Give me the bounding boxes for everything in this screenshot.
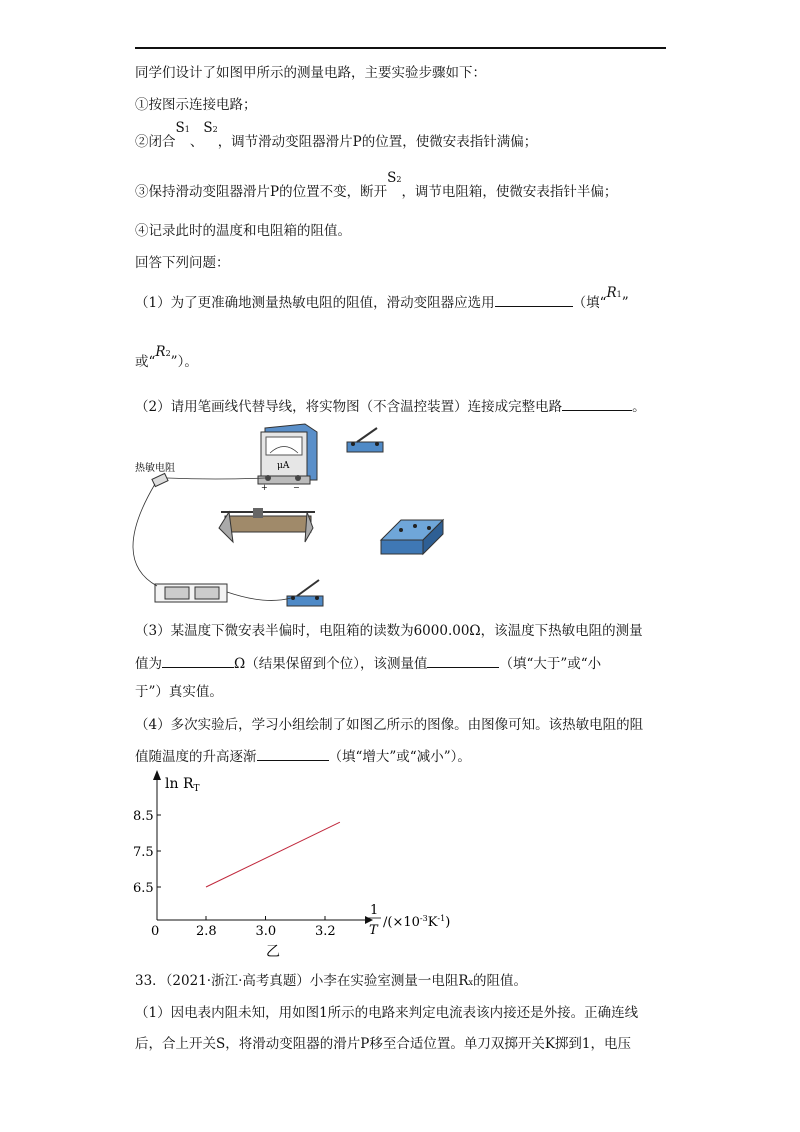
question-4-line-2: 值随温度的升高逐渐 （填“增大”或“减小”）。: [135, 746, 471, 766]
slide-rheostat: [219, 508, 315, 542]
step-2: ②闭合S1、S2，调节滑动变阻器滑片P的位置，使微安表指针满偏；: [135, 120, 538, 150]
answer-blank-2[interactable]: [562, 396, 632, 411]
question-33-p2: 后，合上开关S，将滑动变阻器的滑片P移至合适位置。单刀双掷开关K掷到1，电压: [135, 1036, 632, 1052]
x-tick-label: 3.2: [315, 924, 336, 939]
answer-blank-1[interactable]: [495, 292, 573, 307]
meter-minus: −: [293, 483, 300, 492]
y-tick-label: 7.5: [133, 845, 154, 860]
question-1-line-2: 或“R2”）。: [135, 344, 198, 370]
question-2: （2）请用笔画线代替导线，将实物图（不含温控装置）连接成完整电路 。: [135, 396, 646, 416]
battery: [155, 584, 227, 602]
step-1: ①按图示连接电路；: [135, 97, 257, 113]
answer-intro: 回答下列问题：: [135, 255, 230, 271]
question-3-line-1: （3）某温度下微安表半偏时，电阻箱的读数为6000.00Ω，该温度下热敏电阻的测量: [135, 623, 643, 639]
question-33-title: 33．（2021·浙江·高考真题）小李在实验室测量一电阻Rx的阻值。: [135, 973, 528, 989]
y-tick-label: 6.5: [133, 881, 154, 896]
switch-s2: [347, 428, 383, 452]
answer-blank-4[interactable]: [427, 653, 499, 668]
thermistor-label: 热敏电阻: [135, 463, 175, 474]
question-3-line-3: 于”）真实值。: [135, 684, 223, 700]
microammeter: [258, 424, 317, 484]
x-axis-label-unit: $/(\times 10^{-3}K^{-1})$: [383, 914, 451, 930]
answer-blank-5[interactable]: [257, 746, 329, 761]
step-3: ③保持滑动变阻器滑片P的位置不变，断开S2，调节电阻箱，使微安表指针半偏；: [135, 170, 618, 200]
figure-caption: 乙: [266, 944, 280, 960]
meter-plus: +: [261, 483, 268, 492]
x-axis-label-num: 1: [370, 903, 379, 918]
question-4-line-1: （4）多次实验后，学习小组绘制了如图乙所示的图像。由图像可知。该热敏电阻的阻: [135, 717, 644, 733]
x-tick-label: 3.0: [255, 924, 277, 939]
meter-label: μA: [277, 461, 290, 471]
origin-label: 0: [151, 924, 160, 939]
x-axis-label-den: T: [369, 923, 378, 938]
answer-blank-3[interactable]: [162, 653, 234, 668]
y-axis-label: $\ln R_T$: [165, 776, 200, 794]
series-line: [206, 822, 340, 887]
switch-s1: [287, 580, 323, 606]
apparatus-figure: [125, 420, 465, 610]
question-1-line-1: （1）为了更准确地测量热敏电阻的阻值，滑动变阻器应选用 （填“R1”: [135, 285, 629, 311]
resistance-box: [381, 520, 443, 554]
y-tick-label: 8.5: [133, 809, 154, 824]
question-33-p1: （1）因电表内阻未知，用如图1所示的电路来判定电流表该内接还是外接。正确连线: [135, 1005, 639, 1021]
question-3-line-2: 值为 Ω（结果保留到个位），该测量值 （填“大于”或“小: [135, 653, 601, 673]
graph-yi: [125, 768, 475, 968]
y-axis-arrow: [153, 770, 161, 780]
x-tick-label: 2.8: [196, 924, 217, 939]
step-4: ④记录此时的温度和电阻箱的阻值。: [135, 223, 351, 239]
intro-text: 同学们设计了如图甲所示的测量电路，主要实验步骤如下：: [135, 65, 486, 81]
header-rule: [135, 47, 666, 49]
